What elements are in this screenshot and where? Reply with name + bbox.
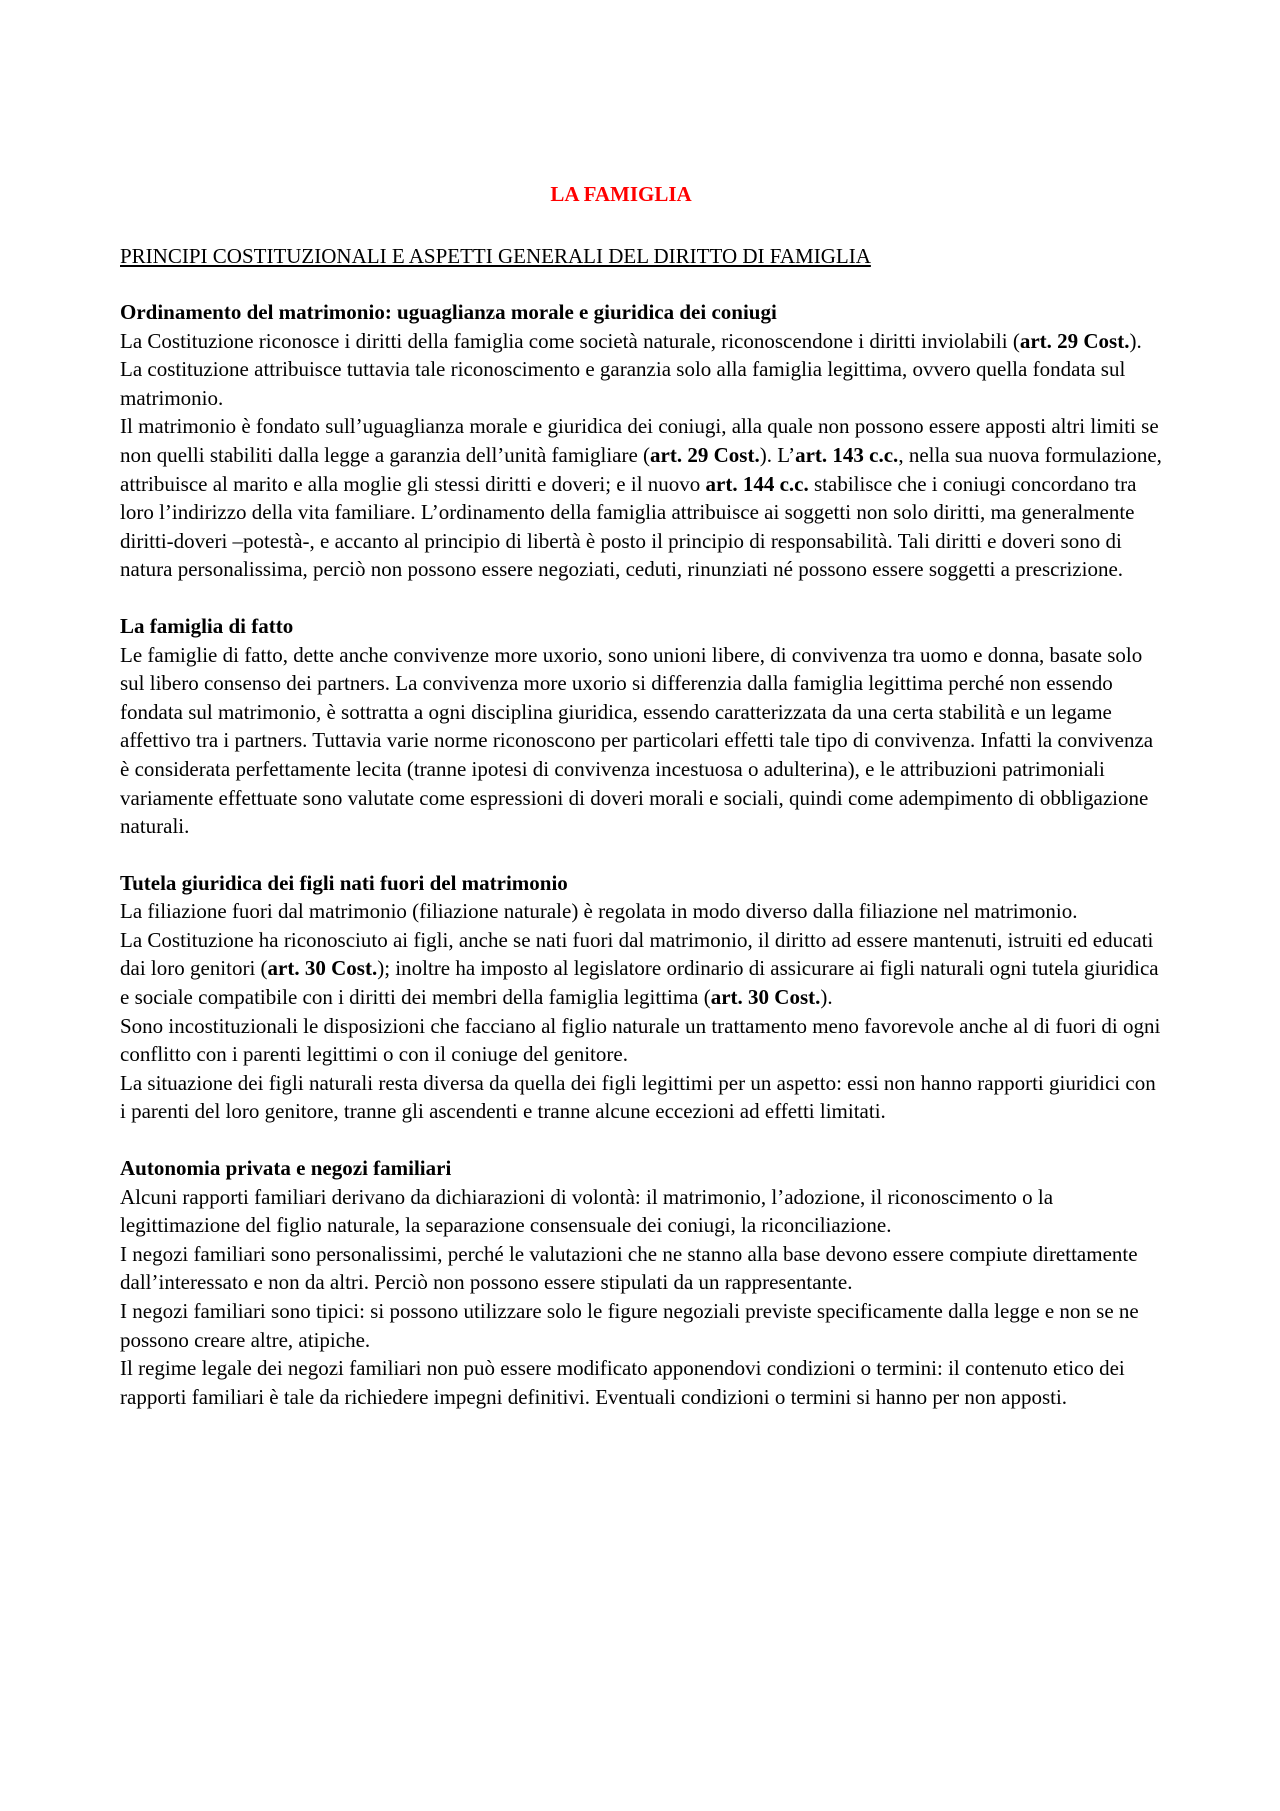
paragraph — [120, 926, 1162, 1012]
text-run: ). L’ — [759, 442, 796, 467]
section-heading: Ordinamento del matrimonio: uguaglianza morale e giuridica dei coniugi — [120, 300, 777, 324]
document-subtitle: PRINCIPI COSTITUZIONALI E ASPETTI GENERALI DEL DIRITTO DI FAMIGLIA — [120, 244, 871, 268]
paragraph — [120, 1297, 1162, 1354]
text-run: stabilisce che i coniugi concordano tra loro l’indirizzo della vita familiare. L’ordinamento della famiglia attribuisce ai soggetti non solo diritti, ma generalmente diritti-doveri –potestà-, e accanto al principio di libertà è posto il principio di responsabilità. Tali diritti e doveri sono di natura personalissima, perciò non possono essere negoziati, ceduti, rinunziati né possono essere soggetti a prescrizione. — [120, 471, 1137, 582]
text-run: Alcuni rapporti familiari derivano da dichiarazioni di volontà: il matrimonio, l’adozione, il riconoscimento o la legittimazione del figlio naturale, la separazione consensuale dei coniugi, la riconciliazione. — [120, 1184, 1054, 1238]
section-heading: Tutela giuridica dei figli nati fuori del matrimonio — [120, 870, 568, 895]
document-title: LA FAMIGLIA — [550, 182, 692, 206]
paragraph — [120, 641, 1162, 841]
section — [120, 1154, 1162, 1411]
paragraph — [120, 1012, 1162, 1069]
legal-reference: art. 29 Cost. — [1019, 328, 1130, 353]
text-run: ); inoltre ha imposto al legislatore ordinario di assicurare ai figli naturali ogni tutela giuridica e sociale compatibile con i diritti dei membri della famiglia legittima ( — [120, 956, 1159, 1010]
paragraph — [120, 412, 1162, 584]
text-run: Le famiglie di fatto, dette anche convivenze more uxorio, sono unioni libere, di convivenza tra uomo e donna, basate solo sul libero consenso dei partners. La convivenza more uxorio si differenzia dalla famiglia legittima perché non essendo fondata sul matrimonio, è sottratta a ogni disciplina giuridica, essendo caratterizzata da una certa stabilità e un legame affettivo tra i partners. Tuttavia varie norme riconoscono per particolari effetti tale tipo di convivenza. Infatti la convivenza è considerata perfettamente lecita (tranne ipotesi di convivenza incestuosa o adulterina), e le attribuzioni patrimoniali variamente effettuate sono valutate come espressioni di doveri morali e sociali, quindi come adempimento di obbligazione naturali. — [120, 642, 1154, 839]
text-run: Il matrimonio è fondato sull’uguaglianza morale e giuridica dei coniugi, alla quale non possono essere apposti altri limiti se non quelli stabiliti dalla legge a garanzia dell’unità famigliare ( — [120, 414, 1159, 467]
text-run: La filiazione fuori dal matrimonio (filiazione naturale) è regolata in modo diverso dalla filiazione nel matrimonio. — [120, 899, 1078, 924]
text-run: , nella sua nuova formulazione, attribuisce al marito e alla moglie gli stessi diritti e doveri; e il nuovo — [120, 442, 1162, 496]
text-run: La situazione dei figli naturali resta diversa da quella dei figli legittimi per un aspetto: essi non hanno rapporti giuridici con i parenti del loro genitore, tranne gli ascendenti e tranne alcune eccezioni ad effetti limitati. — [120, 1070, 1156, 1124]
text-run: La Costituzione riconosce i diritti della famiglia come società naturale, riconoscendone i diritti inviolabili ( — [120, 328, 1020, 353]
legal-reference: art. 143 c.c. — [795, 442, 899, 467]
paragraph — [120, 1354, 1162, 1411]
text-run: Sono incostituzionali le disposizioni che facciano al figlio naturale un trattamento meno favorevole anche al di fuori di ogni conflitto con i parenti legittimi o con il coniuge del genitore. — [120, 1013, 1161, 1067]
text-run: ). — [820, 985, 833, 1010]
legal-reference: art. 144 c.c. — [705, 471, 809, 496]
paragraph — [120, 1069, 1162, 1126]
text-run: La Costituzione ha riconosciuto ai figli, anche se nati fuori dal matrimonio, il diritto ad essere mantenuti, istruiti ed educati dai loro genitori ( — [120, 927, 1154, 981]
legal-reference: art. 30 Cost. — [710, 985, 821, 1010]
section-heading: Autonomia privata e negozi familiari — [120, 1156, 452, 1181]
text-run: ). La costituzione attribuisce tuttavia tale riconoscimento e garanzia solo alla famiglia legittima, ovvero quella fondata sul matrimonio. — [120, 328, 1142, 410]
section — [120, 612, 1162, 841]
document-body — [120, 298, 1162, 1411]
legal-reference: art. 29 Cost. — [650, 442, 760, 467]
text-run: I negozi familiari sono tipici: si possono utilizzare solo le figure negoziali previste specificamente dalla legge e non se ne possono creare altre, atipiche. — [120, 1299, 1139, 1352]
section — [120, 869, 1162, 1126]
paragraph — [120, 897, 1162, 926]
section-heading: La famiglia di fatto — [120, 613, 294, 638]
paragraph — [120, 1240, 1162, 1297]
legal-reference: art. 30 Cost. — [267, 956, 378, 981]
text-run: I negozi familiari sono personalissimi, perché le valutazioni che ne stanno alla base devono essere compiute direttamente dall’interessato e non da altri. Perciò non possono essere stipulati da un rappresentante. — [120, 1241, 1138, 1295]
paragraph — [120, 1183, 1162, 1240]
section — [120, 298, 1162, 584]
paragraph — [120, 327, 1162, 413]
text-run: Il regime legale dei negozi familiari non può essere modificato apponendovi condizioni o termini: il contenuto etico dei rapporti familiari è tale da richiedere impegni definitivi. Eventuali condizioni o termini si hanno per non apposti. — [120, 1356, 1125, 1409]
